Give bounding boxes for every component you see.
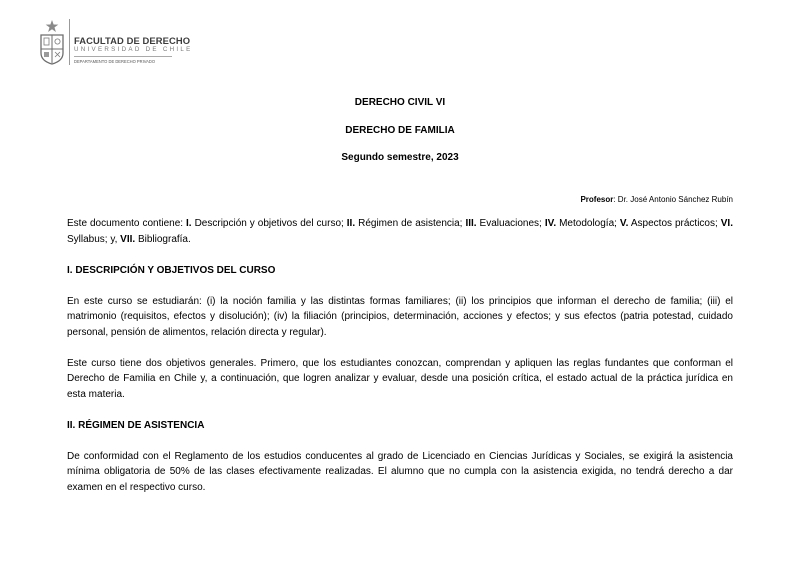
professor-name: : Dr. José Antonio Sánchez Rubín <box>613 195 733 204</box>
logo-title: FACULTAD DE DERECHO <box>74 35 191 46</box>
intro-item-number: II. <box>346 218 356 229</box>
intro-item-text: Aspectos prácticos; <box>628 218 721 229</box>
intro-item-text: Evaluaciones; <box>476 218 545 229</box>
intro-item-number: I. <box>186 218 192 229</box>
intro-lead: Este documento contiene: <box>67 218 187 229</box>
section-paragraph: Este curso tiene dos objetivos generales. Primero, que los estudiantes conozcan, comprendan y apliquen las reglas fundantes que conforman el Derecho de Familia en Chile y, a continuación, que logren analizar y evaluar, desde una posición crítica, el estado actual de la práctica jurídica en esta materia. <box>67 357 733 400</box>
section-paragraph: En este curso se estudiarán: (i) la noción familia y las distintas formas familiares; (ii) los principios que informan el derecho de familia; (iii) el matrimonio (requisitos, efectos y disolución); (iv) la filiación (principios, determinación, acciones y efectos; y sus efectos (patria potestad, cuidado personal, pensión de alimentos, relación directa y regular). <box>67 295 733 338</box>
intro-item-number: VI. <box>720 218 733 229</box>
section-paragraph: De conformidad con el Reglamento de los estudios conducentes al grado de Licenciado en Ciencias Jurídicas y Sociales, se exigirá la asistencia mínima obligatoria de 50% de las clases efectivamente realizadas. El alumno que no cumpla con la asistencia exigida, no tendrá derecho a dar examen en el respectivo curso. <box>67 450 733 493</box>
university-seal-icon <box>37 19 67 65</box>
intro-item-text: Descripción y objetivos del curso; <box>191 218 347 229</box>
course-title: DERECHO CIVIL VI <box>354 97 446 108</box>
section-heading-attendance: II. RÉGIMEN DE ASISTENCIA <box>67 419 205 431</box>
faculty-logo <box>37 19 207 65</box>
intro-item-number: V. <box>619 218 629 229</box>
intro-item-text: Régimen de asistencia; <box>355 218 466 229</box>
section-heading-description: I. DESCRIPCIÓN Y OBJETIVOS DEL CURSO <box>67 264 276 276</box>
logo-department: DEPARTAMENTO DE DERECHO PRIVADO <box>74 56 172 65</box>
intro-item-number: III. <box>465 218 477 229</box>
course-term: Segundo semestre, 2023 <box>341 152 459 163</box>
intro-item-number: IV. <box>544 218 557 229</box>
logo-text <box>74 35 209 65</box>
logo-university: UNIVERSIDAD DE CHILE <box>74 46 193 53</box>
course-subtitle: DERECHO DE FAMILIA <box>345 125 455 136</box>
professor-label: Profesor <box>580 195 614 204</box>
intro-item-text: Syllabus; y, <box>67 233 121 245</box>
intro-paragraph <box>67 216 733 247</box>
intro-item-number: VII. <box>120 233 136 245</box>
logo-divider <box>69 19 70 65</box>
professor-line <box>580 195 733 204</box>
document-body <box>67 216 733 511</box>
intro-item-text: Bibliografía. <box>135 233 191 245</box>
intro-item-text: Metodología; <box>556 218 620 229</box>
